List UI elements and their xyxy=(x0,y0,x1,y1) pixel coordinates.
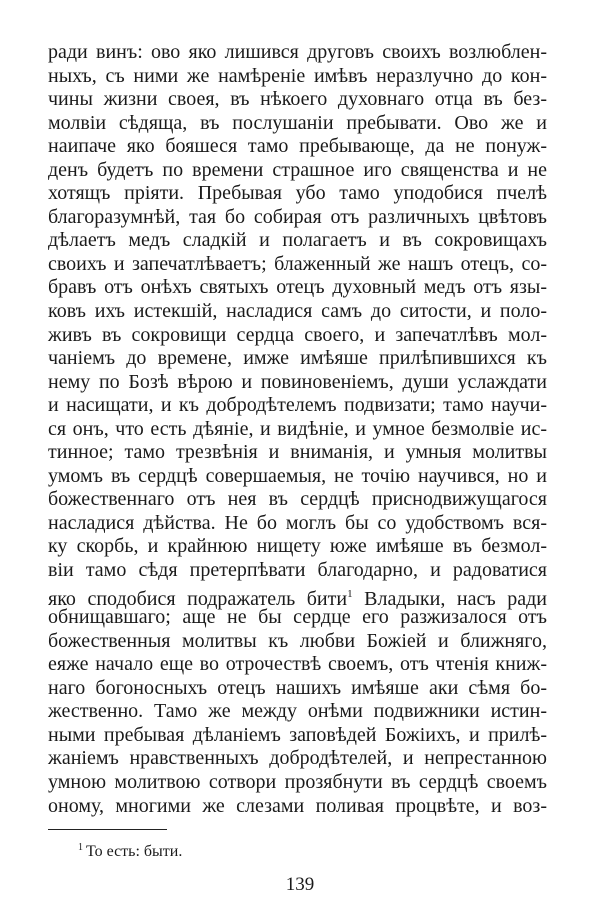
text-segment: яко сподобися подражатель бити xyxy=(48,587,348,610)
text-line: наго богоносныхъ отецъ нашихъ имѣяше аки сѣмя бо- xyxy=(48,676,547,699)
text-line: тинное; тамо трезвѣнія и вниманія, и умныя молитвы xyxy=(48,441,547,464)
text-line: еяже начало еще во отрочествѣ своемъ, отъ чтенія книж- xyxy=(48,653,547,676)
text-line: ныхъ, съ ними же намѣреніе имѣвъ неразлучно до кон- xyxy=(48,64,547,87)
text-segment: Владыки, насъ ради xyxy=(352,587,547,610)
footnote xyxy=(78,838,182,862)
text-line: ковъ ихъ истекшій, насладися самъ до ситости, и поло- xyxy=(48,300,547,323)
text-line: чаніемъ до времене, имже имѣяше прилѣпившихся къ xyxy=(48,347,547,370)
text-line: дѣлаетъ медъ сладкій и полагаетъ и въ сокровищахъ xyxy=(48,229,547,252)
text-line: нему по Бозѣ вѣрою и повиновеніемъ, души услаждати xyxy=(48,370,547,393)
text-line-with-footnote-ref xyxy=(48,583,547,610)
text-line: умомъ въ сердцѣ совершаемыя, не точію научився, но и xyxy=(48,464,547,487)
text-line: умною молитвою сотвори прозябнути въ сердцѣ своемъ xyxy=(48,770,547,793)
footnote-separator xyxy=(48,829,167,830)
text-line: ради винъ: ово яко лишився друговъ своихъ возлюблен- xyxy=(48,41,547,63)
text-line: наипаче яко бояшеся тамо пребывающе, да не понуж- xyxy=(48,135,547,158)
text-line: ся онъ, что есть дѣяніе, и видѣніе, и умное безмолвіе ис- xyxy=(48,417,547,440)
text-line: молвіи сѣдяща, въ послушаніи пребывати. Ово же и xyxy=(48,111,547,134)
text-line: своихъ и запечатлѣваетъ; блаженный же нашъ отецъ, со- xyxy=(48,252,547,275)
text-line: божественнаго отъ нея въ сердцѣ приснодвижущагося xyxy=(48,488,547,511)
text-line: жественно. Тамо же между онѣми подвижники истин- xyxy=(48,700,547,723)
text-line: чины жизни своея, въ нѣкоего духовнаго отца въ без- xyxy=(48,88,547,111)
text-line: жаніемъ нравственныхъ добродѣтелей, и непрестанною xyxy=(48,747,547,770)
footnote-text: То есть: быти. xyxy=(86,843,183,860)
text-line: денъ будетъ по времени страшное иго священства и не xyxy=(48,158,547,181)
text-line: віи тамо сѣдя претерпѣвати благодарно, и радоватися xyxy=(48,559,547,582)
footnote-marker: 1 xyxy=(78,842,83,853)
text-line: ку скорбь, и крайнюю нищету юже имѣяше въ безмол- xyxy=(48,535,547,558)
text-line: обнищавшаго; аще не бы сердце его разжизалося отъ xyxy=(48,606,547,629)
text-line: благоразумнѣй, тая бо собирая отъ различныхъ цвѣтовъ xyxy=(48,205,547,228)
page-number: 139 xyxy=(285,874,315,895)
text-line: ными пребывая дѣланіемъ заповѣдей Божіихъ, и прилѣ- xyxy=(48,723,547,746)
body-text xyxy=(48,41,547,818)
text-line: хотящъ пріяти. Пребывая убо тамо уподобися пчелѣ xyxy=(48,182,547,205)
text-line: насладися дѣйства. Не бо моглъ бы со удобствомъ вся- xyxy=(48,511,547,534)
footnote-reference[interactable]: 1 xyxy=(347,587,353,600)
text-line: и насищати, и къ добродѣтелемъ подвизати; тамо научи- xyxy=(48,394,547,417)
text-line: бравъ отъ онѣхъ святыхъ отецъ духовный медъ отъ язы- xyxy=(48,276,547,299)
text-line: божественныя молитвы къ любви Божіей и ближняго, xyxy=(48,629,547,652)
text-line: оному, многими же слезами поливая процвѣте, и воз- xyxy=(48,794,547,817)
text-line: живъ въ сокровищи сердца своего, и запечатлѣвъ мол- xyxy=(48,323,547,346)
